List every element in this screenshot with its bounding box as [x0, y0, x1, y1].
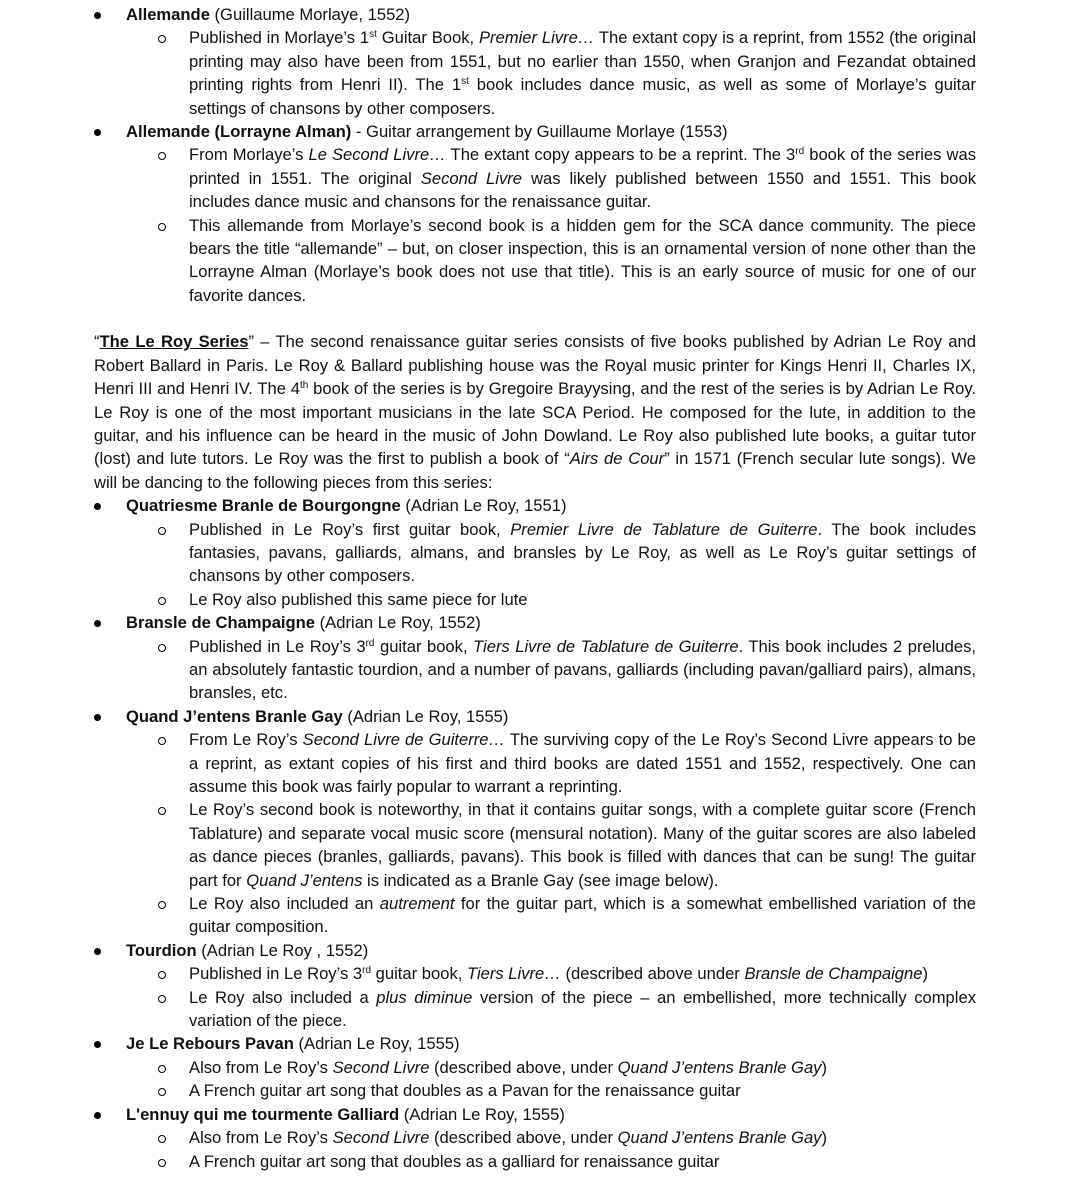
- bullet-icon: [94, 503, 101, 510]
- item-detail: (Adrian Le Roy, 1551): [400, 496, 567, 516]
- circle-bullet-icon: [158, 1135, 166, 1143]
- list-item-lennuy-galliard: [0, 1103, 976, 1126]
- bullet-icon: [94, 620, 101, 627]
- circle-bullet-icon: [158, 901, 166, 909]
- circle-bullet-icon: [158, 35, 166, 43]
- bullet-icon: [94, 129, 101, 136]
- item-detail: (Adrian Le Roy, 1555): [342, 706, 509, 726]
- sub-item: A French guitar art song that doubles as a galliard for renaissance guitar: [0, 1150, 976, 1173]
- sub-item: Published in Morlaye’s 1st Guitar Book, Premier Livre… The extant copy is a reprint, from 1552 (the original printing may also have been from 1551, but no earlier than 1550, when Granjon and Fezandat obtained printing rights from Henri II). The 1st book includes dance music, as well as some of Morlaye’s guitar settings of chansons by other composers.: [0, 26, 976, 120]
- sub-item: Le Roy also included an autrement for the guitar part, which is a somewhat embellished variation of the guitar composition.: [0, 892, 976, 939]
- bullet-icon: [94, 948, 101, 955]
- item-title: Quatriesme Branle de Bourgongne: [126, 496, 401, 516]
- sub-item: From Morlaye’s Le Second Livre… The extant copy appears to be a reprint. The 3rd book of the series was printed in 1551. The original Second Livre was likely published between 1550 and 1551. This book includes dance music and chansons for the renaissance guitar.: [0, 143, 976, 213]
- circle-bullet-icon: [158, 644, 166, 652]
- item-title: Allemande (Lorrayne Alman): [126, 122, 352, 142]
- circle-bullet-icon: [158, 995, 166, 1003]
- sub-item: Le Roy also published this same piece for lute: [0, 588, 976, 611]
- section-heading: The Le Roy Series: [99, 332, 249, 352]
- list-item-quand-jentens: [0, 705, 976, 728]
- circle-bullet-icon: [158, 807, 166, 815]
- item-detail: (Adrian Le Roy, 1552): [315, 613, 481, 633]
- item-title: L'ennuy qui me tourmente Galliard: [126, 1104, 400, 1124]
- circle-bullet-icon: [158, 737, 166, 745]
- sub-item: A French guitar art song that doubles as a Pavan for the renaissance guitar: [0, 1079, 976, 1102]
- circle-bullet-icon: [158, 597, 166, 605]
- item-title: Allemande: [126, 5, 210, 24]
- sub-item: Le Roy also included a plus diminue version of the piece – an embellished, more technically complex variation of the piece.: [0, 986, 976, 1033]
- le-roy-series-intro: “The Le Roy Series” – The second renaissance guitar series consists of five books published by Adrian Le Roy and Robert Ballard in Paris. Le Roy & Ballard publishing house was the Royal music printer for Kings Henri II, Charles IX, Henri III and Henri IV. The 4th book of the series is by Gregoire Brayysing, and the rest of the series is by Adrian Le Roy. Le Roy is one of the most important musicians in the late SCA Period. He composed for the lute, in addition to the guitar, and his influence can be heard in the music of John Dowland. Le Roy also published lute books, a guitar tutor (lost) and lute tutors. Le Roy was the first to publish a book of “Airs de Cour” in 1571 (French secular lute songs). We will be dancing to the following pieces from this series:: [94, 332, 976, 492]
- item-detail: (Adrian Le Roy, 1555): [399, 1104, 565, 1124]
- list-item-quatriesme-branle: [0, 494, 976, 517]
- item-title: Bransle de Champaigne: [126, 613, 316, 633]
- bullet-icon: [94, 1041, 101, 1048]
- circle-bullet-icon: [158, 971, 166, 979]
- list-item-bransle-de-champaigne: [0, 611, 976, 634]
- bullet-icon: [94, 1112, 101, 1119]
- item-title: Quand J’entens Branle Gay: [126, 706, 343, 726]
- item-detail: (Adrian Le Roy , 1552): [196, 940, 369, 960]
- circle-bullet-icon: [158, 1065, 166, 1073]
- sub-item: Published in Le Roy’s 3rd guitar book, Tiers Livre de Tablature de Guiterre. This book includes 2 preludes, an absolutely fantastic tourdion, and a number of pavans, galliards (including pavan/galliard pairs), almans, bransles, etc.: [0, 635, 976, 705]
- circle-bullet-icon: [158, 1088, 166, 1096]
- sub-item: Published in Le Roy’s 3rd guitar book, Tiers Livre… (described above under Bransle de Champaigne): [0, 962, 976, 985]
- item-title: Je Le Rebours Pavan: [126, 1034, 294, 1054]
- bullet-icon: [94, 714, 101, 721]
- sub-item: Also from Le Roy’s Second Livre (described above, under Quand J’entens Branle Gay): [0, 1056, 976, 1079]
- list-item-je-le-rebours-pavan: [0, 1032, 976, 1055]
- circle-bullet-icon: [158, 223, 166, 231]
- circle-bullet-icon: [158, 152, 166, 160]
- circle-bullet-icon: [158, 527, 166, 535]
- list-item-allemande: [0, 3, 976, 26]
- item-detail: (Guillaume Morlaye, 1552): [209, 5, 411, 24]
- list-item-tourdion: [0, 939, 976, 962]
- sub-item: From Le Roy’s Second Livre de Guiterre… The surviving copy of the Le Roy’s Second Livre appears to be a reprint, as extant copies of his first and third books are dated 1551 and 1552, respectively. One can assume this book was fairly popular to warrant a reprinting.: [0, 728, 976, 798]
- sub-item: Also from Le Roy’s Second Livre (described above, under Quand J’entens Branle Gay): [0, 1126, 976, 1149]
- sub-item: Le Roy’s second book is noteworthy, in that it contains guitar songs, with a complete guitar score (French Tablature) and separate vocal music score (mensural notation). Many of the guitar scores are also labeled as dance pieces (branles, galliards, pavans). This book is filled with dances that can be sung! The guitar part for Quand J’entens is indicated as a Branle Gay (see image below).: [0, 798, 976, 892]
- sub-item: Published in Le Roy’s first guitar book, Premier Livre de Tablature de Guiterre. The book includes fantasies, pavans, galliards, almans, and bransles by Le Roy, as well as Le Roy’s guitar settings of chansons by other composers.: [0, 518, 976, 588]
- spacer: [0, 307, 1070, 330]
- item-detail: (Adrian Le Roy, 1555): [293, 1034, 460, 1054]
- item-title: Tourdion: [126, 940, 197, 960]
- document-page: [0, 3, 1070, 1173]
- item-detail: - Guitar arrangement by Guillaume Morlaye (1553): [351, 122, 728, 142]
- list-item-lorrayne-alman: [0, 120, 976, 143]
- sub-item: This allemande from Morlaye’s second book is a hidden gem for the SCA dance community. The piece bears the title “allemande” – but, on closer inspection, this is an ornamental version of none other than the Lorrayne Alman (Morlaye’s book does not use that title). This is an early source of music for one of our favorite dances.: [0, 214, 976, 308]
- bullet-icon: [94, 12, 101, 19]
- circle-bullet-icon: [158, 1159, 166, 1167]
